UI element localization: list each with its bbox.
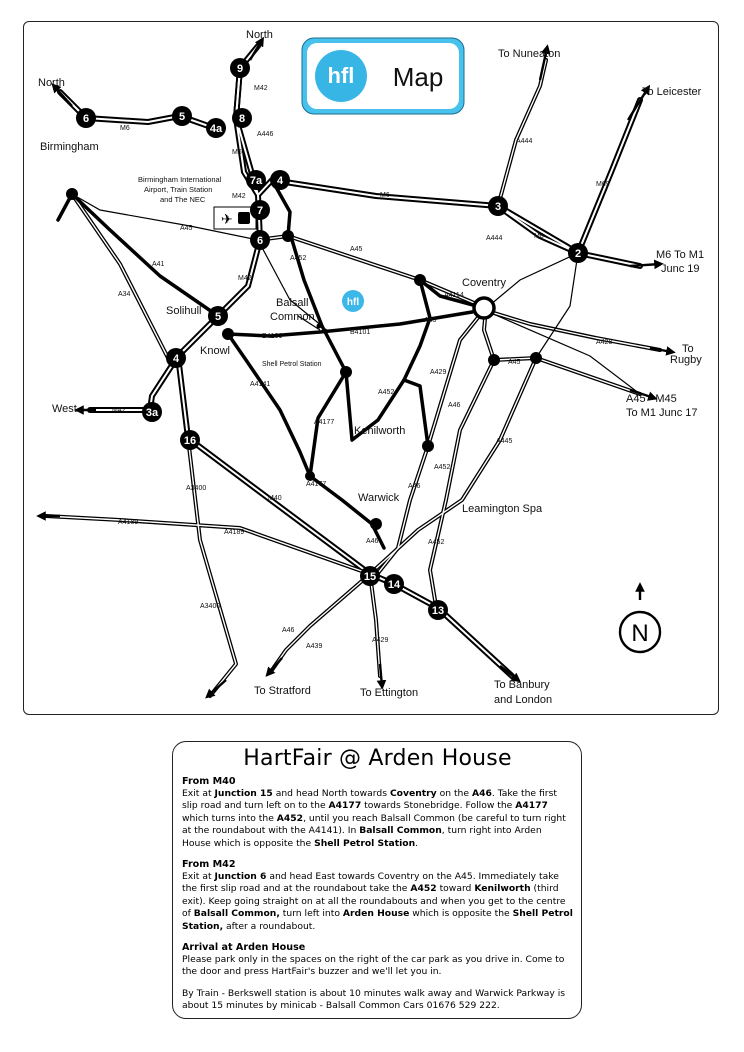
label-airport-2: Airport, Train Station xyxy=(144,185,213,194)
label-to-stratford: To Stratford xyxy=(254,685,311,697)
label-leamington: Leamington Spa xyxy=(462,503,543,515)
a452-low-road xyxy=(430,360,494,606)
svg-text:A46: A46 xyxy=(366,538,379,545)
svg-text:A3400: A3400 xyxy=(186,485,207,492)
svg-text:B4101: B4101 xyxy=(262,333,283,340)
logo-word: Map xyxy=(392,62,444,92)
junction-8: 8 xyxy=(238,113,246,125)
svg-text:M69: M69 xyxy=(596,181,610,188)
heading-from-m42: From M42 xyxy=(182,859,236,871)
label-balsall: Balsall xyxy=(276,297,309,309)
north-compass-icon xyxy=(620,612,660,652)
junction-9: 9 xyxy=(236,63,244,75)
m69-motorway xyxy=(498,100,640,253)
label-a45-m45: A45 - M45 xyxy=(626,393,677,405)
text-by-train: By Train - Berkswell station is about 10 minutes walk away and Warwick Parkway is about 15 minutes by minicab - Balsall Common Cars 01676 529 222. xyxy=(182,987,566,1012)
svg-text:A444: A444 xyxy=(516,138,533,145)
svg-text:A4141: A4141 xyxy=(250,381,271,388)
direction-arrows xyxy=(40,40,672,696)
junction-6-m6: 6 xyxy=(82,113,90,125)
label-to-banbury: To Banbury xyxy=(494,679,550,691)
label-m6-to-m1: M6 To M1 xyxy=(656,249,705,261)
svg-text:M42: M42 xyxy=(254,85,268,92)
text-from-m40: Exit at Junction 15 and head North towards Coventry on the A46. Take the first slip road and turn left on to the A4177 towards Stonebridge. Follow the A4177 which turns into the A452, until you reach Balsall Common (be careful to turn right at the roundabout with the A4141). In Balsall Common, turn right into Arden House which is opposite the Shell Petrol Station. xyxy=(182,788,566,849)
junction-3: 3 xyxy=(494,201,502,213)
airport-icon xyxy=(214,207,256,229)
svg-text:A46: A46 xyxy=(408,483,421,490)
label-to-ettington: To Ettington xyxy=(360,687,419,699)
label-rugby: Rugby xyxy=(670,354,702,366)
a34-road xyxy=(72,194,168,358)
label-airport-1: Birmingham International xyxy=(138,175,222,184)
svg-text:M40: M40 xyxy=(268,495,282,502)
svg-text:M6: M6 xyxy=(534,233,544,240)
a3400-road xyxy=(188,438,236,696)
label-west: West xyxy=(52,403,77,415)
svg-text:A4189: A4189 xyxy=(224,529,245,536)
label-shell: Shell Petrol Station xyxy=(262,361,322,368)
label-m1-junc-17: To M1 Junc 17 xyxy=(626,407,698,419)
junction-2: 2 xyxy=(574,248,582,260)
junction-5: 5 xyxy=(214,311,222,323)
junction-5-m6: 5 xyxy=(178,111,186,123)
svg-text:A45: A45 xyxy=(180,225,193,232)
svg-text:A4177: A4177 xyxy=(306,481,327,488)
svg-text:A445: A445 xyxy=(496,438,513,445)
label-solihull: Solihull xyxy=(166,305,202,317)
junction-16: 16 xyxy=(183,435,197,447)
label-airport-3: and The NEC xyxy=(160,195,206,204)
label-north-top: North xyxy=(246,29,273,41)
junction-7: 7 xyxy=(256,205,264,217)
svg-text:M6: M6 xyxy=(120,125,130,132)
svg-text:A4189: A4189 xyxy=(118,519,139,526)
junctions xyxy=(76,58,588,620)
junction-6: 6 xyxy=(256,235,264,247)
text-from-m42: Exit at Junction 6 and head East towards Coventry on the A45. Immediately take the first slip road and at the roundabout take the A452 toward Kenilworth (third exit). Keep going straight on at all the roundabouts and when you get to the centre of Balsall Common, turn left into Arden House which is opposite the Shell Petrol Station, after a roundabout. xyxy=(182,871,573,932)
svg-text:A429: A429 xyxy=(372,637,389,644)
m40-motorway xyxy=(178,356,512,676)
svg-text:N: N xyxy=(631,620,649,647)
svg-text:A46: A46 xyxy=(282,627,295,634)
svg-text:A3400: A3400 xyxy=(200,603,221,610)
svg-text:A439: A439 xyxy=(306,643,323,650)
junction-13: 13 xyxy=(431,605,445,617)
motorways xyxy=(60,46,640,676)
junction-4-m6: 4 xyxy=(276,175,284,187)
svg-text:A452: A452 xyxy=(378,389,395,396)
svg-text:A4114: A4114 xyxy=(444,292,464,299)
svg-text:B4101: B4101 xyxy=(350,329,371,336)
svg-text:M42: M42 xyxy=(238,275,252,282)
svg-text:A452: A452 xyxy=(434,464,451,471)
svg-text:M6: M6 xyxy=(232,149,242,156)
logo-text: hfl xyxy=(327,63,355,88)
label-coventry: Coventry xyxy=(462,277,507,289)
text-arrival: Please park only in the spaces on the right of the car park as you drive in. Come to the door and press HartFair's buzzer and we'll let you in. xyxy=(182,954,565,978)
heading-arrival: Arrival at Arden House xyxy=(182,942,306,954)
a444-road xyxy=(498,60,546,206)
label-to-leicester: To Leicester xyxy=(642,86,702,98)
svg-text:A34: A34 xyxy=(118,291,131,298)
svg-text:A4177: A4177 xyxy=(314,419,335,426)
coventry-ring-road xyxy=(474,298,494,318)
svg-text:A41: A41 xyxy=(152,261,165,268)
a439-road xyxy=(272,574,370,670)
svg-text:A45: A45 xyxy=(508,359,521,366)
junction-4: 4 xyxy=(172,353,180,365)
svg-text:A46: A46 xyxy=(448,402,461,409)
label-junc-19: Junc 19 xyxy=(661,263,700,275)
svg-text:hfl: hfl xyxy=(346,297,360,308)
junction-7a: 7a xyxy=(249,175,263,187)
svg-text:A429: A429 xyxy=(430,369,447,376)
label-kenilworth: Kenilworth xyxy=(354,425,406,437)
svg-text:✈: ✈ xyxy=(221,212,233,228)
svg-text:M42: M42 xyxy=(112,407,126,414)
junction-14: 14 xyxy=(387,579,401,591)
junction-4a: 4a xyxy=(209,123,223,135)
label-birmingham: Birmingham xyxy=(40,141,99,153)
label-to: To xyxy=(682,343,694,355)
svg-text:A428: A428 xyxy=(596,339,613,346)
label-common: Common xyxy=(270,311,315,323)
svg-text:A446: A446 xyxy=(257,131,274,138)
junction-3a: 3a xyxy=(145,407,159,419)
svg-text:A444: A444 xyxy=(486,235,503,242)
svg-text:M42: M42 xyxy=(232,193,246,200)
svg-text:A452: A452 xyxy=(428,539,445,546)
svg-text:A452: A452 xyxy=(290,255,307,262)
label-to-nuneaton: To Nuneaton xyxy=(498,48,561,60)
label-warwick: Warwick xyxy=(358,492,400,504)
svg-text:A45: A45 xyxy=(350,246,363,253)
hfl-map-logo xyxy=(302,38,464,114)
label-north-left: North xyxy=(38,77,65,89)
label-knowl: Knowl xyxy=(200,345,230,357)
junction-15: 15 xyxy=(363,571,377,583)
a428-road xyxy=(484,310,660,350)
label-and-london: and London xyxy=(494,694,553,706)
directions-card xyxy=(172,741,582,1019)
directions-title: HartFair @ Arden House xyxy=(243,746,512,771)
a-roads xyxy=(46,60,660,696)
svg-text:M6: M6 xyxy=(380,192,390,199)
heading-from-m40: From M40 xyxy=(182,776,236,787)
svg-text:A45: A45 xyxy=(424,317,437,324)
